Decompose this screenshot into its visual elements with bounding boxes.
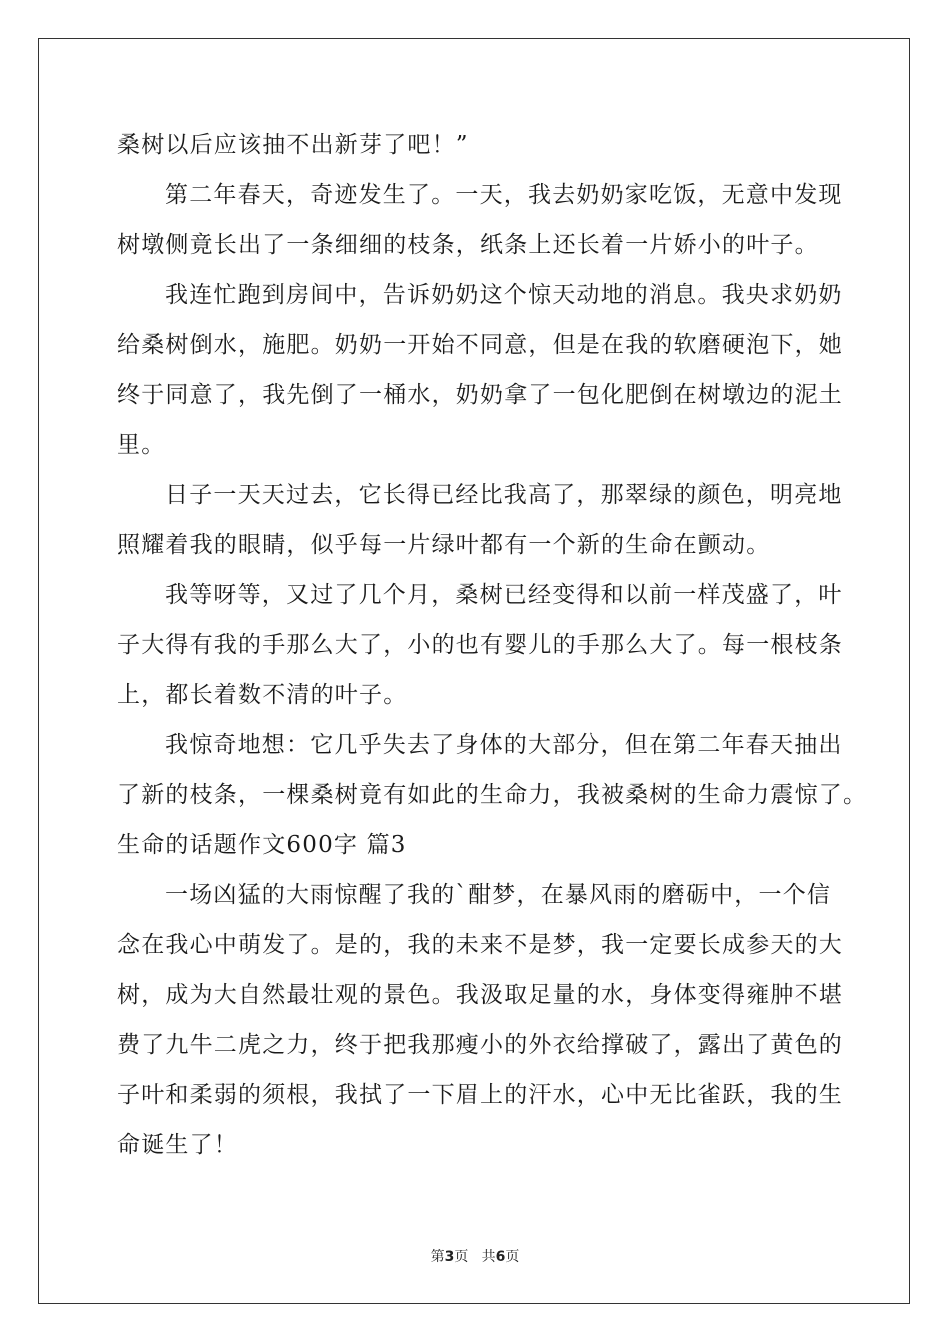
text-line: 子叶和柔弱的须根，我拭了一下眉上的汗水，心中无比雀跃，我的生 — [117, 1082, 843, 1108]
page-number: 3 — [444, 1249, 455, 1265]
page-footer — [0, 1246, 950, 1266]
paragraph-start: 我惊奇地想：它几乎失去了身体的大部分，但在第二年春天抽出 — [165, 732, 843, 758]
text-line: 照耀着我的眼睛，似乎每一片绿叶都有一个新的生命在颤动。 — [117, 532, 771, 558]
text-line: 子大得有我的手那么大了，小的也有婴儿的手那么大了。每一根枝条 — [117, 632, 843, 658]
text-line: 了新的枝条，一棵桑树竟有如此的生命力，我被桑树的生命力震惊了。 — [117, 782, 868, 808]
text-line: 命诞生了！ — [117, 1132, 238, 1158]
text-line: 终于同意了，我先倒了一桶水，奶奶拿了一包化肥倒在树墩边的泥土 — [117, 382, 843, 408]
total-suffix: 页 — [505, 1249, 520, 1265]
paragraph-start: 一场凶猛的大雨惊醒了我的`酣梦，在暴风雨的磨砺中，一个信 — [165, 882, 832, 908]
total-prefix: 共 — [481, 1249, 496, 1265]
section-heading: 生命的话题作文600字 篇3 — [117, 832, 407, 858]
paragraph-start: 日子一天天过去，它长得已经比我高了，那翠绿的颜色，明亮地 — [165, 482, 843, 508]
page-prefix: 第 — [430, 1249, 445, 1265]
text-line: 树，成为大自然最壮观的景色。我汲取足量的水，身体变得雍肿不堪 — [117, 982, 843, 1008]
text-line: 给桑树倒水，施肥。奶奶一开始不同意，但是在我的软磨硬泡下，她 — [117, 332, 843, 358]
total-pages: 6 — [495, 1249, 506, 1265]
text-line: 树墩侧竟长出了一条细细的枝条，纸条上还长着一片娇小的叶子。 — [117, 232, 819, 258]
text-line: 里。 — [117, 432, 166, 458]
text-line: 上，都长着数不清的叶子。 — [117, 682, 408, 708]
paragraph-start: 我连忙跑到房间中，告诉奶奶这个惊天动地的消息。我央求奶奶 — [165, 282, 843, 308]
text-line: 费了九牛二虎之力，终于把我那瘦小的外衣给撑破了，露出了黄色的 — [117, 1032, 843, 1058]
text-line: 桑树以后应该抽不出新芽了吧！” — [117, 132, 469, 158]
page-suffix: 页 — [454, 1249, 469, 1265]
paragraph-start: 我等呀等，又过了几个月，桑树已经变得和以前一样茂盛了，叶 — [165, 582, 843, 608]
text-line: 念在我心中萌发了。是的，我的未来不是梦，我一定要长成参天的大 — [117, 932, 843, 958]
document-body — [117, 120, 868, 1170]
paragraph-start: 第二年春天，奇迹发生了。一天，我去奶奶家吃饭，无意中发现 — [165, 182, 843, 208]
